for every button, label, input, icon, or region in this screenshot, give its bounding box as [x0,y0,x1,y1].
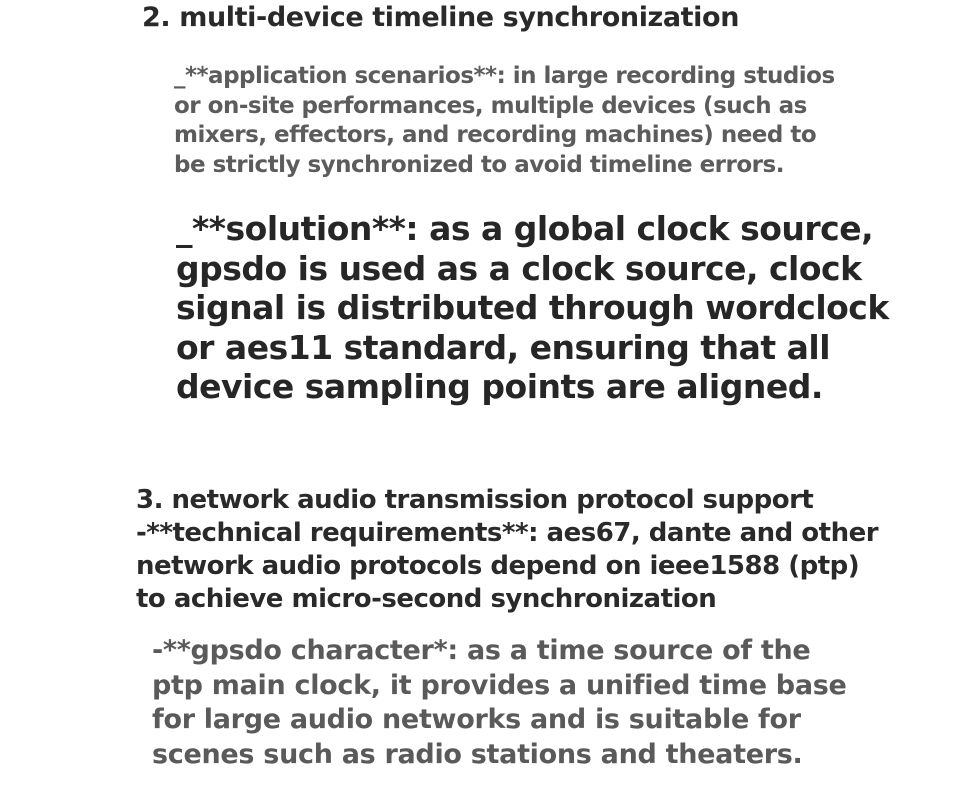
text-line: signal is distributed through wordclock [176,288,889,327]
gpsdo-character-paragraph [152,634,847,772]
text-line: mixers, effectors, and recording machines) need to [174,122,817,148]
solution-paragraph [176,209,889,407]
text-line: -**technical requirements**: aes67, dante and other [136,518,879,548]
section-3-block [136,484,878,616]
section-3-heading: 3. network audio transmission protocol support [136,485,814,515]
text-line: network audio protocols depend on ieee1588 (ptp) [136,551,860,581]
text-line: to achieve micro-second synchronization [136,584,717,614]
text-line: ptp main clock, it provides a unified time base [152,669,847,701]
text-line: for large audio networks and is suitable for [152,704,801,735]
text-line: or aes11 standard, ensuring that all [176,327,831,367]
application-scenarios-paragraph [174,62,835,180]
text-line: or on-site performances, multiple devices (such as [174,92,807,119]
text-line: device sampling points are aligned. [176,367,823,406]
section-2-heading: 2. multi-device timeline synchronization [142,2,740,33]
text-line: _**application scenarios**: in large recording studios [174,63,835,89]
text-line: be strictly synchronized to avoid timeline errors. [174,151,784,178]
text-line: -**gpsdo character*: as a time source of the [152,635,811,666]
text-line: _**solution**: as a global clock source, [176,209,874,248]
text-line: gpsdo is used as a clock source, clock [176,248,862,288]
text-line: scenes such as radio stations and theaters. [152,738,803,770]
